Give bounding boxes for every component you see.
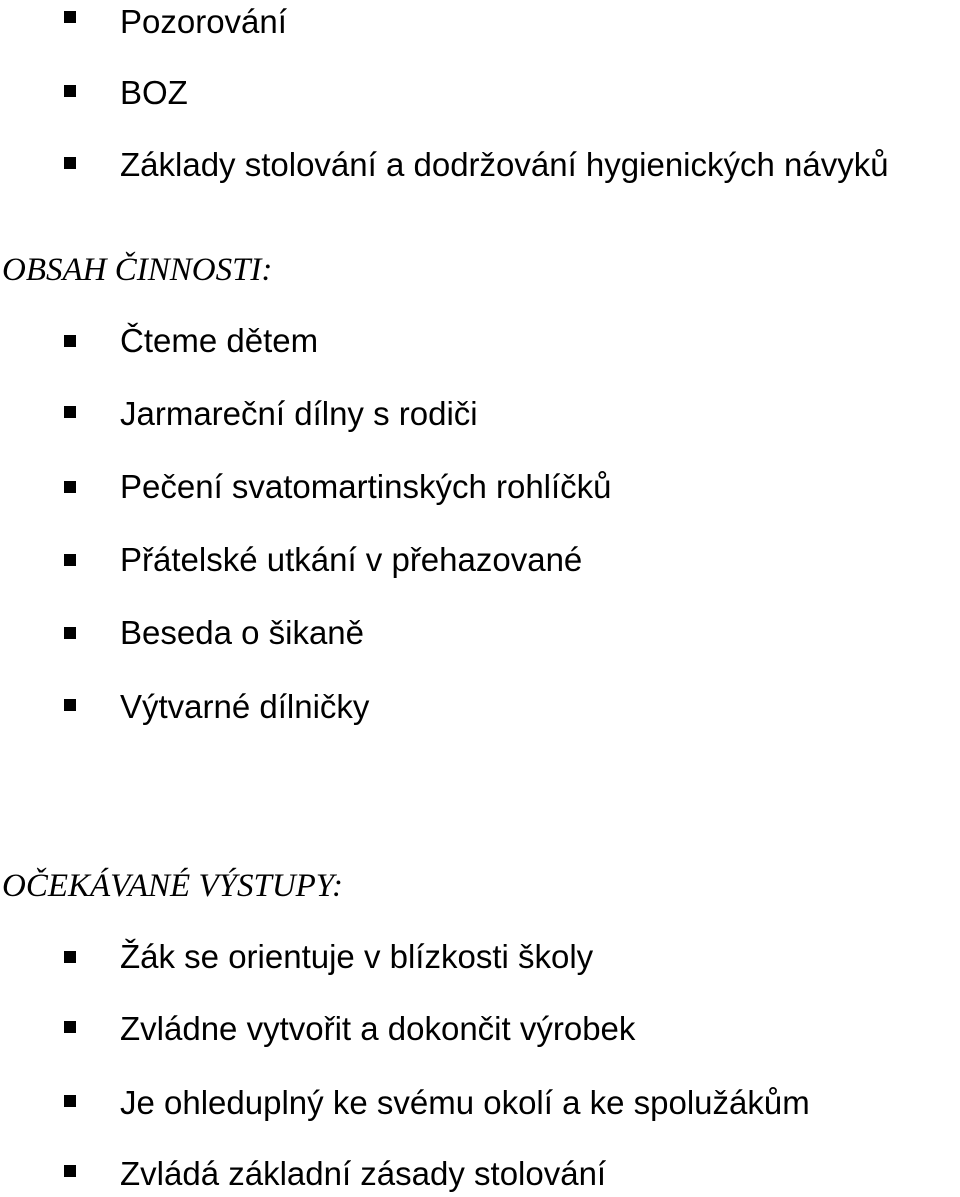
square-bullet-icon bbox=[64, 85, 76, 97]
list-item-text: Výtvarné dílničky bbox=[120, 688, 370, 725]
square-bullet-icon bbox=[64, 554, 76, 566]
list-item bbox=[0, 611, 960, 655]
list-item bbox=[0, 685, 960, 729]
list-item-text: Je ohleduplný ke svému okolí a ke spolužákům bbox=[120, 1084, 810, 1121]
list-item bbox=[0, 538, 960, 582]
list-item bbox=[0, 319, 960, 363]
square-bullet-icon bbox=[64, 951, 76, 963]
list-item-text: Zvládne vytvořit a dokončit výrobek bbox=[120, 1010, 636, 1047]
list-item bbox=[0, 71, 960, 115]
list-item bbox=[0, 1152, 960, 1196]
list-item bbox=[0, 1007, 960, 1051]
list-item bbox=[0, 0, 960, 44]
square-bullet-icon bbox=[64, 699, 76, 711]
list-item bbox=[0, 392, 960, 436]
list-item bbox=[0, 935, 960, 979]
section-heading-activities: OBSAH ČINNOSTI: bbox=[2, 252, 273, 288]
list-item-text: Čteme dětem bbox=[120, 322, 319, 359]
square-bullet-icon bbox=[64, 1095, 76, 1107]
list-item-text: Pečení svatomartinských rohlíčků bbox=[120, 468, 612, 505]
list-item bbox=[0, 1081, 960, 1125]
list-item bbox=[0, 465, 960, 509]
square-bullet-icon bbox=[64, 335, 76, 347]
square-bullet-icon bbox=[64, 157, 76, 169]
square-bullet-icon bbox=[64, 1165, 76, 1177]
list-item-text: Žák se orientuje v blízkosti školy bbox=[120, 938, 594, 975]
list-item-text: Jarmareční dílny s rodiči bbox=[120, 395, 478, 432]
square-bullet-icon bbox=[64, 406, 76, 418]
list-item bbox=[0, 143, 960, 187]
section-heading-outcomes: OČEKÁVANÉ VÝSTUPY: bbox=[2, 868, 344, 904]
square-bullet-icon bbox=[64, 1021, 76, 1033]
square-bullet-icon bbox=[64, 481, 76, 493]
list-item-text: Základy stolování a dodržování hygienických návyků bbox=[120, 146, 889, 183]
square-bullet-icon bbox=[64, 11, 76, 23]
list-item-text: BOZ bbox=[120, 74, 188, 111]
list-item-text: Pozorování bbox=[120, 3, 287, 40]
square-bullet-icon bbox=[64, 627, 76, 639]
list-item-text: Beseda o šikaně bbox=[120, 614, 365, 651]
list-item-text: Zvládá základní zásady stolování bbox=[120, 1155, 607, 1192]
list-item-text: Přátelské utkání v přehazované bbox=[120, 541, 583, 578]
